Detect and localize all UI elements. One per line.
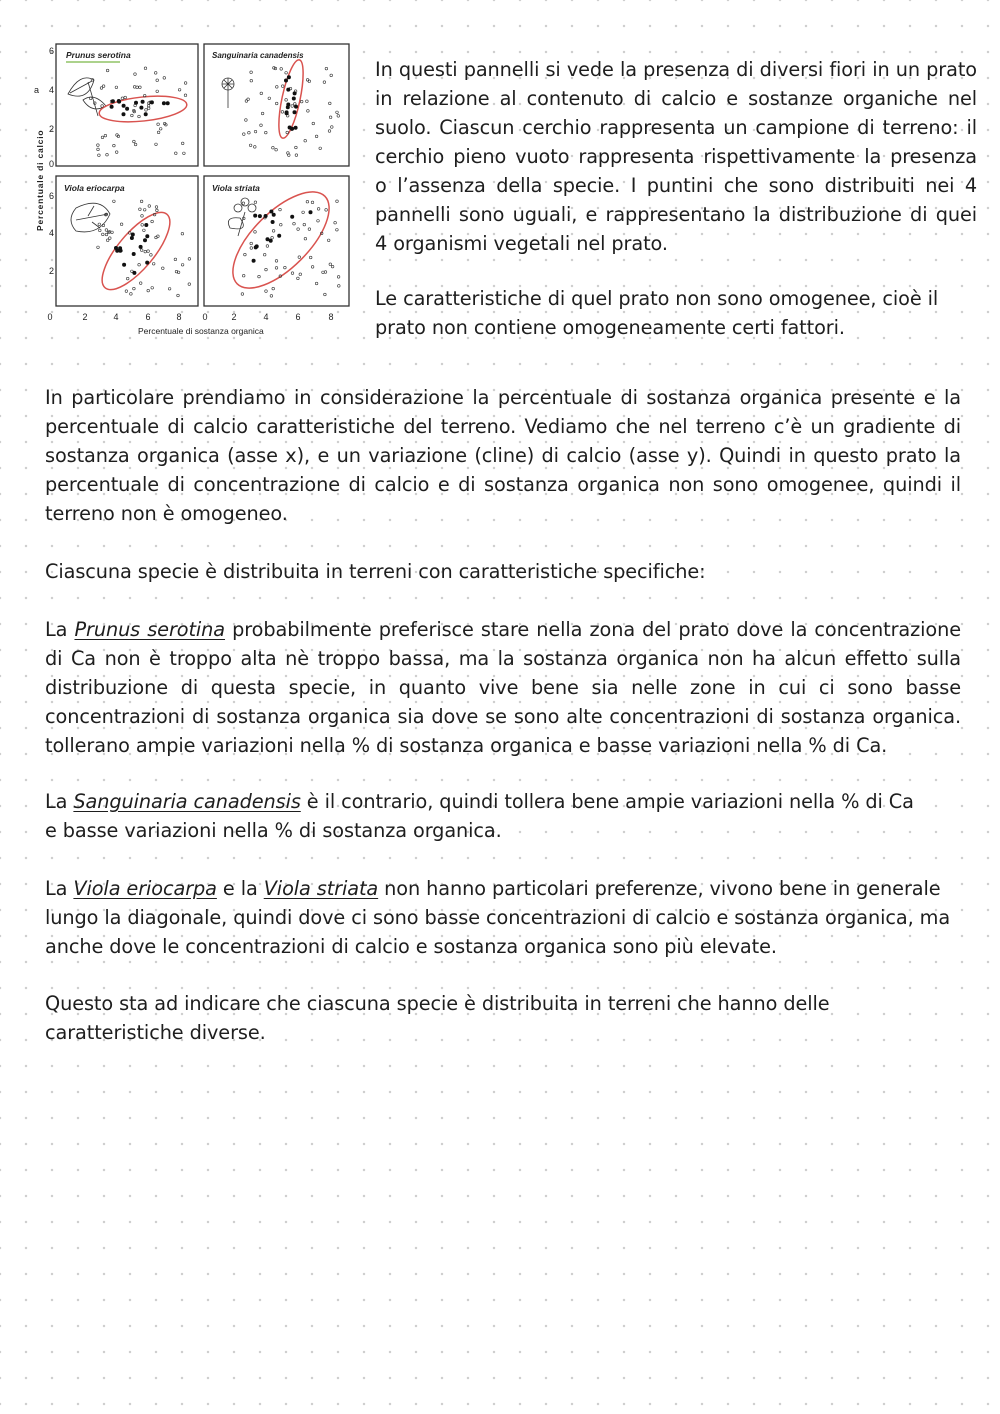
sample-point-filled (145, 234, 149, 238)
sample-point-filled (122, 104, 126, 108)
sample-point-filled (293, 110, 297, 114)
corner-mark: a (34, 85, 40, 95)
sample-point-filled (141, 100, 145, 104)
y-tick-label: 6 (48, 46, 54, 56)
intro-paragraph-2: Le caratteristiche di quel prato non sono omogenee, cioè il prato non contiene omogeneamente certi fattori. (375, 287, 939, 339)
x-tick-label: 8 (328, 312, 334, 322)
body-paragraph-intro-list: Ciascuna specie è distribuita in terreni con caratteristiche specifiche: (45, 560, 706, 583)
x-axis-label: Percentuale di sostanza organica (138, 326, 264, 336)
y-tick-label: 4 (48, 228, 54, 238)
sample-point-filled (117, 99, 121, 103)
panel-title-prunus-serotina: Prunus serotina (66, 50, 131, 60)
x-tick-label: 2 (231, 312, 237, 322)
sample-point-filled (286, 103, 290, 107)
text-mid: e la (216, 877, 264, 900)
sample-point-filled (139, 245, 143, 249)
y-tick-label: 6 (48, 191, 54, 201)
paragraph-sanguinaria (45, 787, 925, 845)
paragraph-prunus (45, 615, 961, 760)
sample-point-filled (292, 97, 296, 101)
sample-point-filled (284, 79, 288, 83)
panel-title-sanguinaria-canadensis: Sanguinaria canadensis (212, 51, 304, 60)
text-prefix: La (45, 790, 74, 813)
sample-point-filled (110, 105, 114, 109)
panel-frame (56, 176, 198, 306)
x-tick-label: 4 (113, 312, 119, 322)
sample-point-filled (271, 220, 275, 224)
species-name: Viola striata (263, 877, 379, 900)
sample-point-filled (290, 127, 294, 131)
text-body: probabilmente preferisce stare nella zona del prato dove la concentrazione di Ca non è troppo alta nè troppo bassa, ma la sostanza organica non ha alcun effetto sulla distribuzione di questa specie, in quanto vive bene sia nelle zone in cui ci sono basse concentrazioni di sostanza organica sia dove se sono alte concentrazioni di sostanza organica. tollerano ampie variazioni nella % di sostanza organica e basse variazioni nella % di Ca. (45, 618, 961, 757)
sample-point-filled (272, 213, 276, 217)
text-body: è il contrario, quindi tollera bene ampie variazioni nella % di Ca e basse variazioni nella % di sostanza organica. (45, 790, 914, 842)
paragraph-viola (45, 874, 965, 961)
x-tick-label: 8 (176, 312, 182, 322)
x-tick-label: 4 (263, 312, 269, 322)
species-name: Viola eriocarpa (73, 877, 217, 900)
x-tick-label: 0 (202, 312, 208, 322)
species-name: Prunus serotina (74, 618, 226, 641)
sample-point-filled (132, 252, 136, 256)
sample-point-filled (115, 249, 119, 253)
sample-point-filled (290, 215, 294, 219)
sample-point-filled (294, 126, 298, 130)
sample-point-filled (131, 233, 135, 237)
y-tick-label: 2 (48, 266, 54, 276)
text-prefix: La (45, 618, 75, 641)
sample-point-filled (293, 91, 297, 95)
sample-point-filled (111, 99, 115, 103)
sample-point-filled (130, 236, 134, 240)
sample-point-filled (122, 112, 126, 116)
sample-point-filled (145, 261, 149, 265)
sample-point-filled (134, 101, 138, 105)
species-name: Sanguinaria canadensis (73, 790, 301, 813)
sample-point-filled (277, 234, 281, 238)
x-tick-label: 2 (82, 312, 88, 322)
sample-point-filled (258, 214, 262, 218)
text-body: non hanno particolari preferenze, vivono bene in generale lungo la diagonale, quindi dove ci sono basse concentrazioni di calcio e sostanza organica, ma anche dove le concentrazioni di calcio e sostanza organica sono più elevate. (45, 877, 951, 958)
sample-point-filled (264, 214, 268, 218)
panel-title-viola-eriocarpa: Viola eriocarpa (64, 183, 125, 193)
panel-frame (204, 176, 349, 306)
sample-point-filled (166, 101, 170, 105)
y-tick-label: 2 (48, 124, 54, 134)
sample-point-filled (144, 223, 148, 227)
sample-point-filled (132, 271, 136, 275)
y-axis-label: Percentuale di calcio (35, 129, 45, 231)
sample-point-filled (253, 214, 257, 218)
sample-point-filled (309, 210, 313, 214)
sample-point-filled (139, 106, 143, 110)
sample-point-filled (269, 210, 273, 214)
sample-point-filled (162, 101, 166, 105)
sample-point-filled (125, 107, 129, 111)
x-tick-label: 6 (295, 312, 301, 322)
sample-point-filled (252, 259, 256, 263)
x-tick-label: 6 (145, 312, 151, 322)
sample-point-filled (294, 105, 298, 109)
sample-point-filled (143, 238, 147, 242)
sample-point-filled (144, 112, 148, 116)
body-paragraph-gradient: In particolare prendiamo in considerazione la percentuale di sostanza organica presente e la percentuale di calcio caratteristiche del terreno. Vediamo che nel terreno c’è un gradiente di sostanza organica (asse x), e un variazione (cline) di calcio (asse y). Quindi in questo prato la percentuale di concentrazione di calcio e di sostanza organica non sono omogenee, quindi il terreno non è omogeneo. (45, 386, 961, 525)
sample-point-filled (285, 110, 289, 114)
paragraph-conclusion: Questo sta ad indicare che ciascuna specie è distribuita in terreni che hanno delle caratteristiche diverse. (45, 992, 830, 1044)
y-tick-label: 0 (48, 159, 54, 169)
text-prefix: La (45, 877, 74, 900)
sample-point-filled (286, 88, 290, 92)
scatter-figure (28, 36, 354, 346)
y-tick-label: 4 (48, 85, 54, 95)
sample-point-filled (269, 239, 273, 243)
sample-point-filled (287, 75, 291, 79)
x-tick-label: 0 (47, 312, 53, 322)
sample-point-filled (122, 263, 126, 267)
sample-point-filled (150, 100, 154, 104)
panel-title-viola-striata: Viola striata (212, 183, 260, 193)
intro-paragraph-1: In questi pannelli si vede la presenza di diversi fiori in un prato in relazione al contenuto di calcio e sostanze organiche nel suolo. Ciascun cerchio rappresenta un campione di terreno: il cerchio pieno vuoto rappresenta rispettivamente la presenza o l’assenza della specie. I puntini che sono distribuiti nei 4 pannelli sono uguali, e rappresentano la distribuzione di quei 4 organismi vegetali nel prato. (375, 58, 977, 255)
sample-point-filled (254, 245, 258, 249)
